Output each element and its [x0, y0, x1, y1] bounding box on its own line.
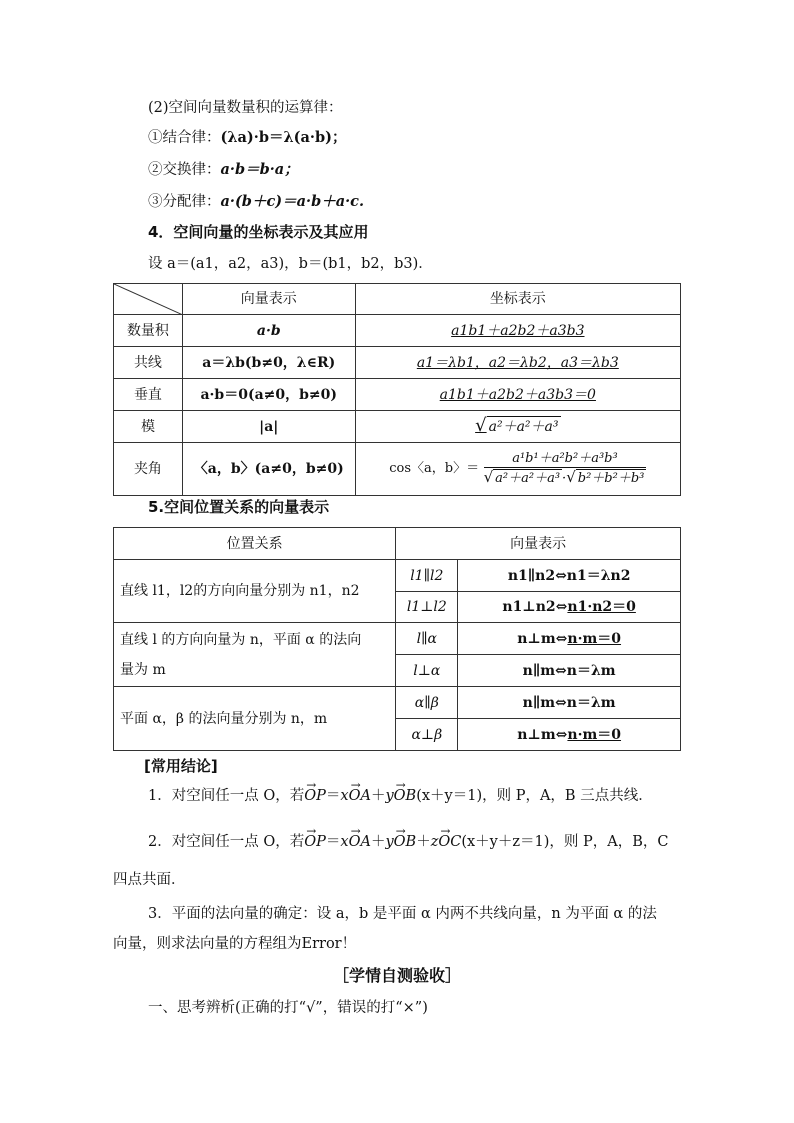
dist-law	[148, 192, 364, 212]
header-relation: 位置关系	[114, 528, 396, 560]
vector-oc: → OC	[438, 832, 461, 852]
vector-oa: → OA	[349, 832, 371, 852]
relation-expr: n1⊥n2⇔n1·n2＝0	[458, 592, 681, 623]
row-label: 数量积	[114, 315, 183, 347]
table-row	[114, 687, 681, 719]
table-row	[114, 411, 681, 443]
comm-law	[148, 160, 299, 180]
relation-symbol: l1⊥l2	[396, 592, 458, 623]
assoc-label: ①结合律：	[148, 130, 221, 146]
table-row	[114, 443, 681, 496]
dist-label: ③分配律：	[148, 194, 221, 210]
conclusions-tag: [常用结论]	[144, 757, 218, 775]
check-q1: 一、思考辨析(正确的打“√”，错误的打“×”)	[148, 1000, 428, 1016]
position-table	[113, 527, 681, 751]
relation-expr: n1∥n2⇔n1＝λn2	[458, 560, 681, 592]
assoc-law	[148, 128, 346, 148]
sqrt-content: a²＋a²＋a³	[487, 416, 561, 437]
relation-expr: n⊥m⇔n·m＝0	[458, 623, 681, 655]
row-coord	[355, 443, 680, 496]
relation-symbol: l1∥l2	[396, 560, 458, 592]
relation-desc: 直线 l1，l2的方向向量分别为 n1，n2	[114, 560, 396, 623]
cos-prefix: cos〈a，b〉＝	[389, 461, 480, 476]
section4-title: 4．空间向量的坐标表示及其应用	[148, 223, 369, 241]
diagonal-line	[114, 284, 183, 315]
conclusion-3-line2: 向量，则求法向量的方程组为Error！	[113, 936, 357, 952]
row-coord: a1＝λb1，a2＝λb2，a3＝λb3	[355, 347, 680, 379]
cos-denominator: √ a²＋a²＋a³ ·√ b²＋b²＋b³	[483, 468, 645, 486]
row-coord: a1b1＋a2b2＋a3b3＝0	[355, 379, 680, 411]
comm-label: ②交换律：	[148, 162, 221, 178]
relation-desc: 平面 α，β 的法向量分别为 n，m	[114, 687, 396, 751]
conclusion-3-line1: 3．平面的法向量的确定：设 a，b 是平面 α 内两不共线向量，n 为平面 α 的法	[148, 906, 657, 922]
table-row	[114, 315, 681, 347]
comm-expr: a·b＝b·a；	[220, 161, 299, 178]
vector-op: → OP	[304, 786, 326, 806]
dist-expr: a·(b＋c)＝a·b＋a·c.	[220, 193, 365, 210]
header-vector: 向量表示	[182, 284, 355, 315]
vector-ob: → OB	[394, 832, 417, 852]
relation-symbol: l∥α	[396, 623, 458, 655]
vector-op: → OP	[304, 832, 326, 852]
header-vector-expr: 向量表示	[396, 528, 681, 560]
table-row	[114, 379, 681, 411]
coord-table	[113, 283, 681, 496]
row-vector: a·b	[182, 315, 355, 347]
cos-numerator: a¹b¹＋a²b²＋a³b³	[484, 450, 647, 468]
conclusion-1: 1．对空间任一点 O，若→ OP＝x→ OA＋y→ OB(x＋y＝1)，则 P，A，B 三点共线．	[148, 786, 653, 806]
row-coord	[355, 411, 680, 443]
header-coord: 坐标表示	[355, 284, 680, 315]
vector-oa: → OA	[349, 786, 371, 806]
relation-expr: n∥m⇔n＝λm	[458, 655, 681, 687]
row-label: 夹角	[114, 443, 183, 496]
conclusion-2-cont: 四点共面．	[113, 872, 186, 888]
vector-ob: → OB	[394, 786, 417, 806]
relation-desc: 直线 l 的方向向量为 n，平面 α 的法向 量为 m	[114, 623, 396, 687]
row-vector: 〈a，b〉(a≠0，b≠0)	[182, 443, 355, 496]
row-vector: |a|	[182, 411, 355, 443]
relation-symbol: l⊥α	[396, 655, 458, 687]
conclusion-2: 2．对空间任一点 O，若→ OP＝x→ OA＋y→ OB＋z→ OC(x＋y＋z＝1)，则 P，A，B，C	[148, 832, 668, 852]
table-row	[114, 560, 681, 592]
relation-expr: n⊥m⇔n·m＝0	[458, 719, 681, 751]
row-vector: a·b＝0(a≠0，b≠0)	[182, 379, 355, 411]
row-vector: a＝λb(b≠0，λ∈R)	[182, 347, 355, 379]
laws-title: (2)空间向量数量积的运算律：	[148, 100, 343, 116]
sqrt-icon: √	[475, 415, 487, 436]
row-label: 模	[114, 411, 183, 443]
row-label: 垂直	[114, 379, 183, 411]
check-heading: ［学情自测验收］	[332, 966, 461, 985]
relation-expr: n∥m⇔n＝λm	[458, 687, 681, 719]
section5-title: 5.空间位置关系的向量表示	[148, 498, 330, 516]
row-label: 共线	[114, 347, 183, 379]
diagonal-header-cell	[114, 284, 183, 315]
row-coord: a1b1＋a2b2＋a3b3	[355, 315, 680, 347]
table-row	[114, 347, 681, 379]
assoc-expr: (λa)·b＝λ(a·b)；	[220, 129, 347, 146]
relation-symbol: α∥β	[396, 687, 458, 719]
section4-setup: 设 a＝(a1，a2，a3)，b＝(b1，b2，b3)．	[148, 256, 433, 272]
table-row	[114, 623, 681, 655]
relation-symbol: α⊥β	[396, 719, 458, 751]
cos-fraction	[484, 450, 647, 488]
